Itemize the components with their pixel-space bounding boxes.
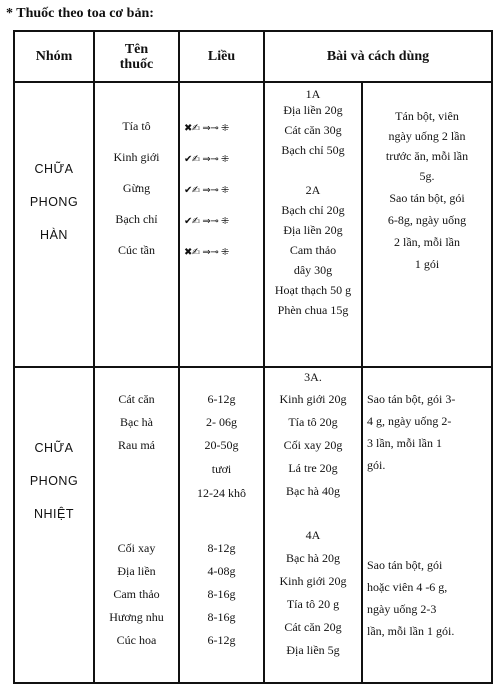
usage-line: ngày uống 2-3 — [367, 602, 437, 616]
recipe-line: Tía tô 20g — [288, 415, 338, 429]
dose-value: tươi — [211, 462, 232, 476]
section-phong-han — [14, 82, 492, 367]
recipe-line: Kinh giới 20g — [279, 392, 347, 406]
herb-name: Gừng — [122, 181, 151, 195]
dose-value: 20-50g — [204, 438, 239, 452]
dose-cell-phong-nhiet — [179, 367, 264, 683]
dose-symbols: ✖✍ ⇒⊸ ⁜ — [184, 123, 229, 134]
dose-value: 6-12g — [207, 392, 236, 406]
usage-line: 1 gói — [414, 257, 440, 271]
usage-line: Sao tán bột, gói — [367, 558, 443, 572]
usage-line: 3 lần, mỗi lần 1 — [367, 436, 442, 450]
dose-value: 4-08g — [207, 564, 236, 578]
group-cell-phong-nhiet — [14, 367, 94, 683]
recipe-line: Kinh giới 20g — [279, 574, 347, 588]
recipe-line: Lá tre 20g — [288, 461, 338, 475]
recipe-line: Địa liền 20g — [283, 103, 343, 117]
usage-cell-phong-nhiet — [362, 367, 492, 683]
page-title: * Thuốc theo toa cơ bản: — [6, 6, 154, 21]
recipe-line: Cát căn 30g — [284, 123, 342, 137]
group-line: PHONG — [29, 195, 79, 209]
herb-name: Hương nhu — [109, 610, 164, 624]
dose-value: 2- 06g — [206, 415, 237, 429]
recipe-line: Cát căn 20g — [284, 620, 342, 634]
group-line: CHỮA — [34, 162, 74, 176]
dose-value: 8-12g — [207, 541, 236, 555]
recipe-line: Phèn chua 15g — [277, 303, 349, 317]
group-label-phong-nhiet — [15, 432, 93, 531]
usage-line: 5g. — [419, 169, 435, 183]
header-dose: Liều — [179, 31, 264, 82]
recipe-line: Địa liền 5g — [286, 643, 340, 657]
usage-line: Tán bột, viên — [395, 109, 459, 123]
recipe-line: 3A. — [304, 370, 322, 384]
herb-name: Tía tô — [122, 119, 151, 133]
herb-name: Cam thảo — [113, 587, 160, 601]
recipe-line: 1A — [305, 87, 321, 101]
herb-name: Cát căn — [118, 392, 155, 406]
dose-value: 8-16g — [207, 587, 236, 601]
herb-name: Cúc hoa — [116, 633, 157, 647]
name-cell-phong-nhiet — [94, 367, 179, 683]
usage-line: gói. — [367, 458, 386, 472]
recipe-line: Cối xay 20g — [283, 438, 343, 452]
group-line: PHONG — [29, 474, 79, 488]
name-cell-phong-han — [94, 82, 179, 367]
header-group: Nhóm — [14, 31, 94, 82]
usage-line: Sao tán bột, gói — [389, 191, 465, 205]
usage-cell-phong-han — [362, 82, 492, 367]
dose-symbols: ✖✍ ⇒⊸ ⁜ — [184, 247, 229, 258]
dose-symbols: ✔✍ ⇒⊸ ⁜ — [184, 216, 229, 227]
dose-value: 8-16g — [207, 610, 236, 624]
recipe-line: Cam thảo — [289, 243, 337, 257]
group-line: HÀN — [40, 228, 68, 242]
recipe-line: Bạch chỉ 50g — [281, 143, 345, 157]
group-label-phong-han — [15, 153, 93, 252]
recipe-line: Bạc hà 20g — [286, 551, 340, 565]
usage-line: 6-8g, ngày uống — [387, 213, 467, 227]
section-phong-nhiet — [14, 367, 492, 683]
group-line: NHIỆT — [34, 507, 74, 521]
prescription-table — [13, 30, 493, 684]
dose-value: 6-12g — [207, 633, 236, 647]
usage-line: trước ăn, mỗi lần — [385, 149, 469, 163]
herb-name: Kinh giới — [113, 150, 160, 164]
herb-name: Cúc tần — [118, 243, 155, 257]
recipe-cell-phong-nhiet — [264, 367, 362, 683]
group-cell-phong-han — [14, 82, 94, 367]
dose-symbols: ✔✍ ⇒⊸ ⁜ — [184, 154, 229, 165]
herb-name: Cối xay — [117, 541, 156, 555]
recipe-line: dây 30g — [293, 263, 333, 277]
recipe-cell-phong-han — [264, 82, 362, 367]
usage-line: 4 g, ngày uống 2- — [367, 414, 452, 428]
recipe-line: Tía tô 20 g — [286, 597, 340, 611]
dose-symbols: ✔✍ ⇒⊸ ⁜ — [184, 185, 229, 196]
recipe-line: Bạc hà 40g — [286, 484, 340, 498]
recipe-line: Địa liền 20g — [283, 223, 343, 237]
herb-name: Bạch chỉ — [115, 212, 158, 226]
recipe-line: Hoạt thạch 50 g — [274, 283, 352, 297]
dose-cell-phong-han — [179, 82, 264, 367]
usage-line: ngày uống 2 lần — [388, 129, 466, 143]
header-recipe: Bài và cách dùng — [264, 31, 492, 82]
usage-line: Sao tán bột, gói 3- — [367, 392, 456, 406]
recipe-line: Bạch chỉ 20g — [281, 203, 345, 217]
recipe-line: 4A — [305, 528, 321, 542]
header-name-text: Tên thuốc — [119, 41, 154, 72]
header-name — [94, 31, 179, 82]
usage-line: 2 lần, mỗi lần — [394, 235, 460, 249]
recipe-line: 2A — [305, 183, 321, 197]
group-line: CHỮA — [34, 441, 74, 455]
herb-name: Bạc hà — [120, 415, 153, 429]
usage-line: lần, mỗi lần 1 gói. — [367, 624, 455, 638]
herb-name: Địa liền — [117, 564, 156, 578]
herb-name: Rau má — [118, 438, 155, 452]
usage-line: hoặc viên 4 -6 g, — [367, 580, 448, 594]
dose-value: 12-24 khô — [197, 486, 246, 500]
